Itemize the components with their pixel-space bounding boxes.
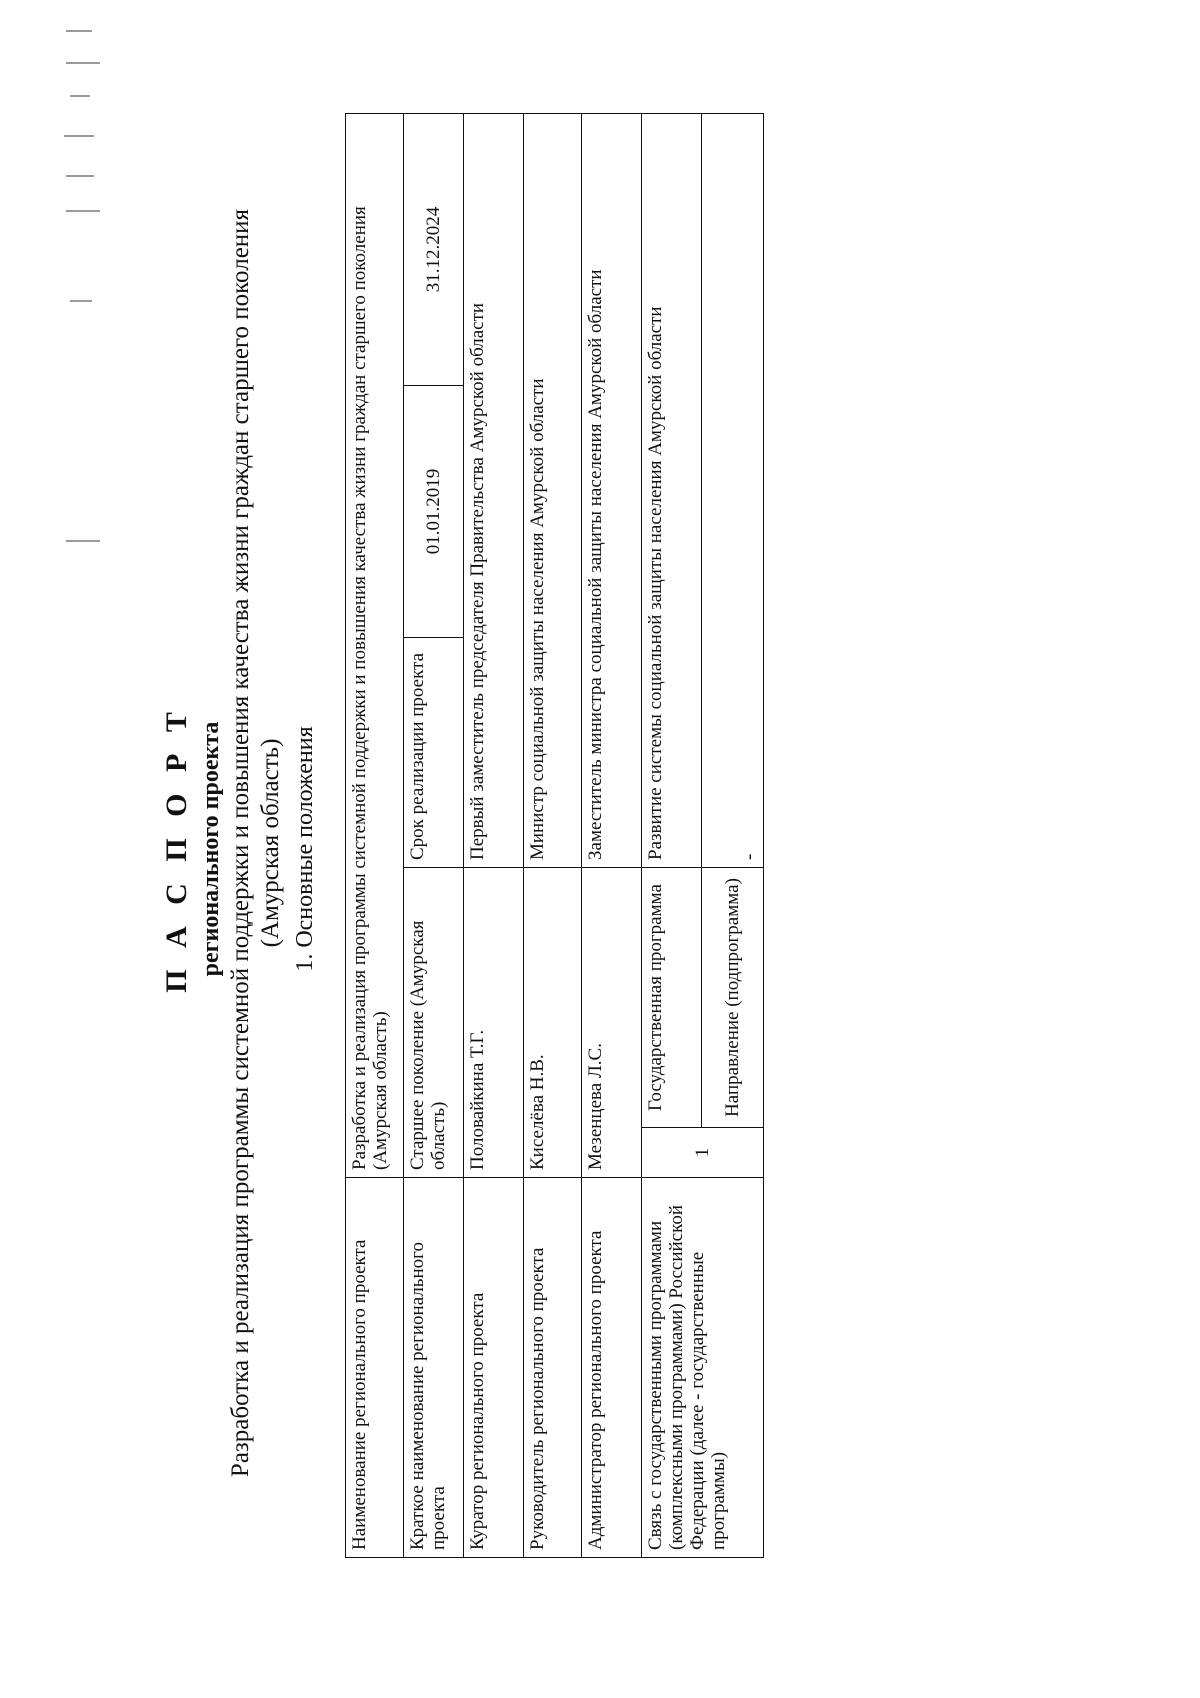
direction-label: Направление (подпрограмма) — [702, 868, 764, 1128]
head-position: Министр социальной защиты населения Амурской области — [524, 113, 582, 867]
row-label: Наименование регионального проекта — [346, 1178, 404, 1558]
table-row — [464, 113, 524, 1557]
admin-name: Мезенцева Л.С. — [582, 868, 642, 1178]
section-title: 1. Основные положения — [292, 726, 318, 972]
row-label: Куратор регионального проекта — [464, 1178, 524, 1558]
table-row — [404, 113, 464, 1557]
start-date: 01.01.2019 — [404, 386, 464, 638]
direction-value: - — [702, 113, 764, 867]
end-date: 31.12.2024 — [404, 113, 464, 385]
table-row — [346, 113, 404, 1557]
table-row — [582, 113, 642, 1557]
row-label: Администратор регионального проекта — [582, 1178, 642, 1558]
short-name-value: Старшее поколение (Амурская область) — [404, 868, 464, 1178]
row-label: Краткое наименование регионального проекта — [404, 1178, 464, 1558]
row-label: Руководитель регионального проекта — [524, 1178, 582, 1558]
program-label: Государственная программа — [642, 868, 702, 1128]
admin-position: Заместитель министра социальной защиты населения Амурской области — [582, 113, 642, 867]
curator-position: Первый заместитель председателя Правительства Амурской области — [464, 113, 524, 867]
document-title: П А С П О Р Т — [160, 705, 193, 993]
document-heading: Разработка и реализация программы системной поддержки и повышения качества жизни граждан старшего поколения (Амурская область) — [227, 208, 284, 1478]
table-row — [642, 113, 702, 1557]
passport-table — [345, 113, 764, 1558]
term-label: Срок реализации проекта — [404, 638, 464, 868]
table-row — [524, 113, 582, 1557]
document-subtitle: регионального проекта — [198, 721, 224, 977]
head-name: Киселёва Н.В. — [524, 868, 582, 1178]
project-name-value: Разработка и реализация программы системной поддержки и повышения качества жизни граждан старшего поколения (Амурская область) — [346, 113, 404, 1177]
curator-name: Половайкина Т.Г. — [464, 868, 524, 1178]
program-number: 1 — [642, 1128, 764, 1178]
row-label: Связь с государственными программами (комплексными программами) Российской Федерации (далее - государственные программы) — [642, 1178, 764, 1558]
program-value: Развитие системы социальной защиты населения Амурской области — [642, 113, 702, 867]
